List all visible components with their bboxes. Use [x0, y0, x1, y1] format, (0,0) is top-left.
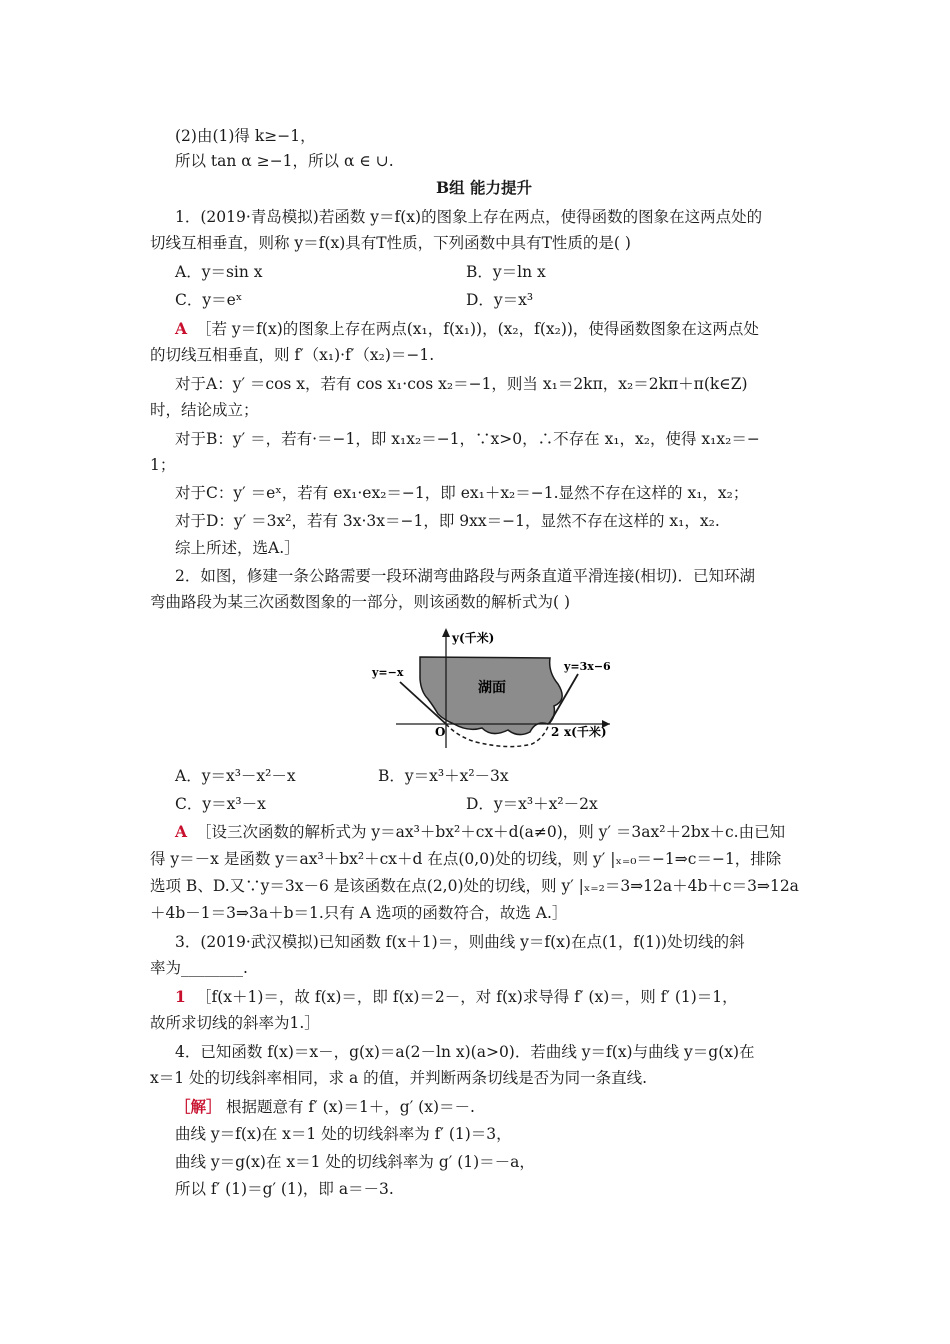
text-line: 对于C：y′ ＝eˣ，若有 ex₁·ex₂＝−1，即 ex₁＋x₂＝−1.显然不存在这样的 x₁，x₂；	[175, 484, 749, 502]
text-line: 对于D：y′ ＝3x²，若有 3x·3x＝−1，即 9xx＝−1，显然不存在这样的 x₁，x₂.	[175, 512, 720, 530]
text-line: 对于B：y′ ＝，若有·＝−1，即 x₁x₂＝−1，∵x>0，∴不存在 x₁，x₂，使得 x₁x₂＝−	[175, 430, 760, 448]
question-3: 3．(2019·武汉模拟)已知函数 f(x＋1)＝，则曲线 y＝f(x)在点(1，f(1))处切线的斜	[175, 933, 745, 951]
text-line: 曲线 y＝g(x)在 x＝1 处的切线斜率为 g′ (1)＝－a，	[175, 1153, 535, 1171]
solution-text: ［设三次函数的解析式为 y＝ax³＋bx²＋cx＋d(a≠0)，则 y′ ＝3ax²＋2bx＋c.由已知	[196, 823, 786, 841]
text-line: x＝1 处的切线斜率相同，求 a 的值，并判断两条切线是否为同一条直线.	[150, 1069, 648, 1087]
origin-label: O	[435, 725, 446, 739]
text-line: 故所求切线的斜率为1.］	[150, 1014, 320, 1032]
section-heading: B组 能力提升	[436, 178, 532, 197]
x-axis-label: x(千米)	[564, 725, 607, 739]
text-line: 得 y＝－x 是函数 y＝ax³＋bx²＋cx＋d 在点(0,0)处的切线，则 y′ |ₓ₌₀＝−1⇒c＝−1，排除	[150, 850, 782, 868]
lake-road-figure	[358, 624, 628, 752]
answer-letter: A	[175, 319, 188, 338]
answer-letter: A	[175, 822, 188, 841]
solution-text: 根据题意有 f′ (x)＝1＋，g′ (x)＝－.	[226, 1098, 475, 1116]
text-line: 对于A：y′ ＝cos x，若有 cos x₁·cos x₂＝−1，则当 x₁＝2kπ，x₂＝2kπ＋π(k∈Z)	[175, 375, 748, 393]
text-line: 时，结论成立；	[150, 401, 259, 419]
option-c: C．y＝x³－x	[175, 795, 266, 813]
tick-label: 2	[551, 725, 560, 739]
question-4: 4．已知函数 f(x)＝x－，g(x)＝a(2－ln x)(a>0)．若曲线 y＝f(x)与曲线 y＝g(x)在	[175, 1043, 755, 1061]
right-line-label: y=3x−6	[564, 660, 611, 673]
option-a: A．y＝x³－x²－x	[175, 767, 296, 785]
solution-text: ［f(x＋1)＝，故 f(x)＝，即 f(x)＝2－，对 f(x)求导得 f′ (x)＝，则 f′ (1)＝1，	[196, 988, 738, 1006]
option-b: B．y＝x³＋x²－3x	[378, 767, 509, 785]
option-d: D．y＝x³	[466, 291, 534, 309]
text-line: 率为________.	[150, 959, 248, 977]
lake-label: 湖面	[478, 680, 506, 696]
text-line: 切线互相垂直，则称 y＝f(x)具有T性质，下列函数中具有T性质的是( )	[150, 234, 631, 252]
text-line: 1；	[150, 456, 176, 474]
text-line: 综上所述，选A.］	[175, 539, 300, 557]
text-line: 曲线 y＝f(x)在 x＝1 处的切线斜率为 f′ (1)＝3，	[175, 1125, 512, 1143]
text-line: ＋4b－1＝3⇒3a＋b＝1.只有 A 选项的函数符合，故选 A.］	[150, 904, 568, 922]
text-line: 所以 tan α ≥−1，所以 α ∈ ∪.	[175, 152, 394, 170]
question-1: 1．(2019·青岛模拟)若函数 y＝f(x)的图象上存在两点，使得函数的图象在这两点处的	[175, 208, 763, 226]
text-line: (2)由(1)得 k≥−1，	[175, 127, 316, 145]
left-line-label: y=−x	[372, 666, 404, 679]
text-line: 所以 f′ (1)＝g′ (1)，即 a＝－3.	[175, 1180, 394, 1198]
solution-text: ［若 y＝f(x)的图象上存在两点(x₁，f(x₁))，(x₂，f(x₂))，使得函数图象在这两点处	[196, 320, 759, 338]
text-line: 弯曲路段为某三次函数图象的一部分，则该函数的解析式为( )	[150, 593, 571, 611]
y-axis-label: y(千米)	[452, 631, 495, 645]
answer-letter: 1	[175, 987, 186, 1006]
y-axis-arrow	[442, 628, 450, 637]
text-line: 的切线互相垂直，则 f′（x₁)·f′（x₂)＝−1.	[150, 346, 435, 364]
option-a: A．y＝sin x	[175, 263, 263, 281]
option-d: D．y＝x³＋x²－2x	[466, 795, 598, 813]
option-b: B．y＝ln x	[466, 263, 546, 281]
solution-marker: ［解］	[175, 1097, 222, 1116]
text-line: 选项 B、D.又∵y＝3x－6 是该函数在点(2,0)处的切线，则 y′ |ₓ₌₂＝3⇒12a＋4b＋c＝3⇒12a	[150, 877, 799, 895]
question-2: 2．如图，修建一条公路需要一段环湖弯曲路段与两条直道平滑连接(相切)．已知环湖	[175, 567, 755, 585]
option-c: C．y＝eˣ	[175, 291, 243, 309]
